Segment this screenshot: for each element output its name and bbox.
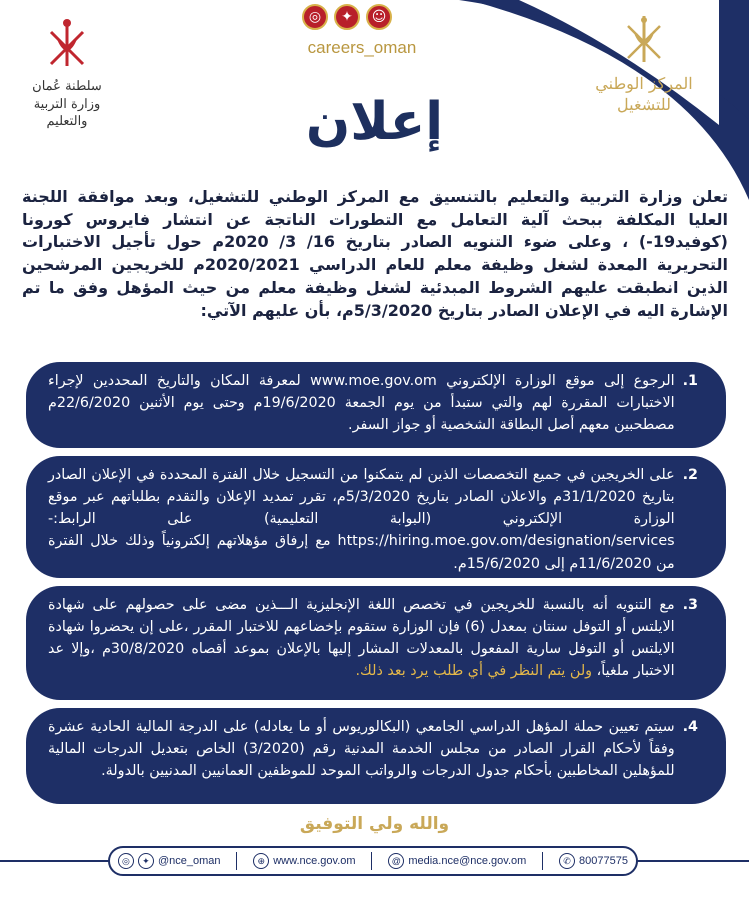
- footer-social-handle: @nce_oman: [157, 855, 221, 867]
- nce-name-line1: المركز الوطني: [595, 74, 693, 93]
- closing-text: والله ولي التوفيق: [299, 814, 450, 834]
- footer-separator: [371, 852, 372, 870]
- list-item-number: 2.: [682, 467, 698, 483]
- email-icon: @: [388, 853, 404, 869]
- oman-emblem-icon: [39, 14, 95, 74]
- list-item-text: سيتم تعيين حملة المؤهل الدراسي الجامعي (البكالوريوس أو ما يعادله) على الدرجة المالية الحادية عشرة وفقاً لأحكام القرار الصادر من مجلس الخدمة المدنية رقم (3/2020) الخاص بتعديل الدرجات المالية للمؤهلين المخاطبين بأحكام جدول الدرجات والرواتب الموحد للموظفين العمانيين المدنيين بالدولة.: [48, 719, 675, 780]
- social-icons-top: [302, 4, 392, 30]
- list-item-number: 1.: [682, 373, 698, 389]
- page-title: إعلان: [305, 92, 444, 152]
- footer-social[interactable]: [118, 853, 221, 869]
- list-item-4: [26, 708, 726, 804]
- footer-email[interactable]: [388, 853, 526, 869]
- footer-phone-number: 80077575: [579, 855, 628, 867]
- footer-website[interactable]: [253, 853, 355, 869]
- list-item-text: [48, 594, 675, 692]
- footer-contact-bar: [108, 846, 638, 876]
- instagram-icon: ◎: [118, 853, 134, 869]
- moe-name-line2: وزارة التربية والتعليم: [33, 96, 101, 130]
- list-item-number: 3.: [682, 597, 698, 613]
- list-item-highlight: ولن يتم النظر في أي طلب يرد بعد ذلك.: [355, 663, 593, 680]
- twitter-icon[interactable]: ✦: [334, 4, 360, 30]
- moe-name-line1: سلطنة عُمان: [32, 79, 102, 94]
- globe-icon: ⊕: [253, 853, 269, 869]
- nce-name-line2: للتشغيل: [617, 94, 671, 114]
- footer-email-address: media.nce@nce.gov.om: [408, 855, 527, 867]
- footer-separator: [542, 852, 543, 870]
- intro-paragraph: تعلن وزارة التربية والتعليم بالتنسيق مع المركز الوطني للتشغيل، وبعد موافقة اللجنة العليا المكلفة ببحث آلية التعامل مع التطورات الناتجة عن انتشار فايروس كورونا (كوفيد19-) ، وعلى ضوء التنويه الصادر بتاريخ 16/ 3/ 2020م حول تأجيل الاختبارات التحريرية المعدة لشغل وظيفة معلم للعام الدراسي 2020/2021م للخريجين المرشحين الذين انطبقت عليهم الشروط المبدئية لشغل وظيفة معلم من حيث المؤهل وفق ما تم الإشارة اليه في الإعلان الصادر بتاريخ 5/3/2020م، بأن عليهم الآتي:: [22, 187, 728, 320]
- social-handle[interactable]: careers_oman: [307, 38, 417, 57]
- instagram-icon[interactable]: ◎: [302, 4, 328, 30]
- khanjar-emblem-icon: [614, 12, 674, 70]
- list-item-1: [26, 362, 726, 448]
- list-item-3: [26, 586, 726, 700]
- footer-phone[interactable]: [559, 853, 628, 869]
- twitter-icon: ✦: [138, 853, 154, 869]
- list-item-text: على الخريجين في جميع التخصصات الذين لم يتمكنوا من التسجيل خلال الفترة المحددة في الإعلان الصادر بتاريخ 31/1/2020م والاعلان الصادر بتاريخ 5/3/2020م، تقرر تمديد الإعلان والتقدم بطلباتهم عبر موقع الوزارة الإلكتروني (البوابة التعليمية) على الرابط:- https://hiring.moe.gov.om/designation/services مع إرفاق مؤهلاتهم إلكترونياً وذلك خلال الفترة من 11/6/2020م إلى 15/6/2020م.: [48, 467, 675, 572]
- list-item-text-main: مع التنويه أنه بالنسبة للخريجين في تخصص اللغة الإنجليزية الـــذين مضى على حصولهم على شهادة الايلتس أو التوفل سنتان بمعدل (6) فإن الوزارة ستقوم بإخضاعهم للاختبار المقرر ،على إن يحضروا شهادة الايلتس أو التوفل سارية المفعول بالمعدلات المشار إليها بالإعلان بموعد أقصاه 30/8/2020م ،وإلا عد الاختبار ملغياً،: [48, 597, 675, 680]
- footer-website-url: www.nce.gov.om: [273, 855, 356, 867]
- list-item-number: 4.: [682, 719, 698, 735]
- footer-separator: [236, 852, 237, 870]
- phone-icon: ✆: [559, 853, 575, 869]
- snapchat-icon[interactable]: ☺: [366, 4, 392, 30]
- list-item-2: [26, 456, 726, 578]
- list-item-text: الرجوع إلى موقع الوزارة الإلكتروني www.moe.gov.om لمعرفة المكان والتاريخ المحددين لإجراء الاختبارات المقررة لهم والتي ستبدأ من يوم الجمعة 19/6/2020م وحتى يوم الأثنين 22/6/2020م مصطحبين معهم أصل البطاقة الشخصية أو جواز السفر.: [48, 373, 675, 434]
